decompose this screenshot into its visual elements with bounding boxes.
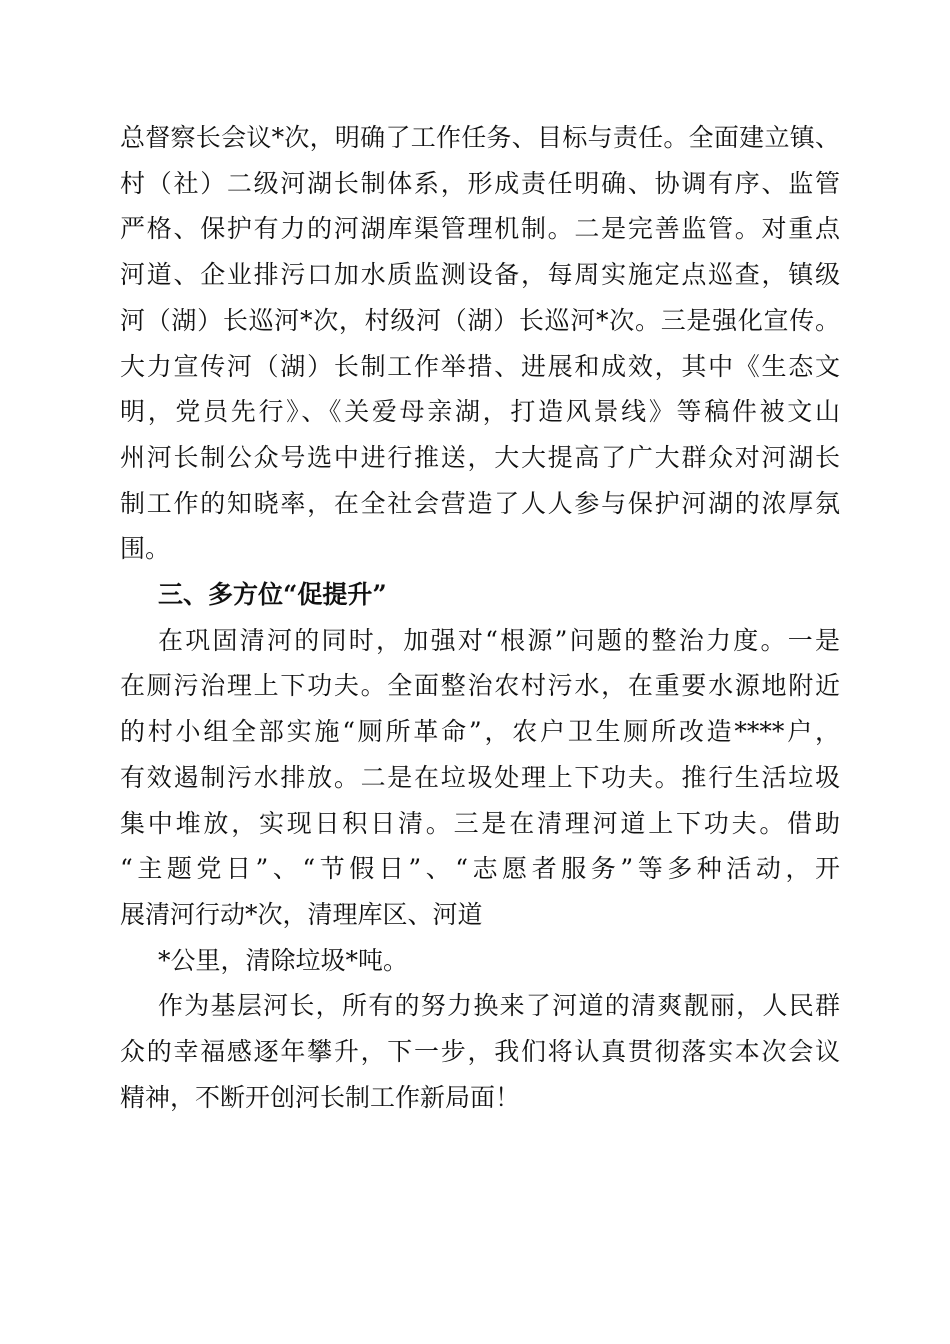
text-line: 精神，不断开创河长制工作新局面！ <box>120 1082 521 1112</box>
text-line: 的村小组全部实施“厕所革命”，农户卫生厕所改造****户， <box>120 717 840 747</box>
text-line: 有效遏制污水排放。二是在垃圾处理上下功夫。推行生活垃圾 <box>120 762 840 792</box>
text-line: 州河长制公众号选中进行推送，大大提高了广大群众对河湖长 <box>120 442 840 472</box>
section-heading: 三、多方位“促提升” <box>158 580 387 609</box>
text-line: 制工作的知晓率，在全社会营造了人人参与保护河湖的浓厚氛 <box>120 488 840 518</box>
text-line: 众的幸福感逐年攀升，下一步，我们将认真贯彻落实本次会议 <box>120 1037 840 1066</box>
text-line: 在巩固清河的同时，加强对“根源”问题的整治力度。一是 <box>158 625 840 655</box>
text-line: 河道、企业排污口加水质监测设备，每周实施定点巡查，镇级 <box>120 260 840 290</box>
text-line: 集中堆放，实现日积日清。三是在清理河道上下功夫。借助 <box>120 808 840 838</box>
text-line: *公里，清除垃圾*吨。 <box>158 945 409 975</box>
text-line: 总督察长会议*次，明确了工作任务、目标与责任。全面建立镇、 <box>120 123 840 152</box>
text-line: 大力宣传河（湖）长制工作举措、进展和成效，其中《生态文 <box>120 351 840 381</box>
text-line: “主题党日”、“节假日”、“志愿者服务”等多种活动，开 <box>120 854 840 884</box>
text-line: 展清河行动*次，清理库区、河道 <box>120 899 483 929</box>
text-line: 村（社）二级河湖长制体系，形成责任明确、协调有序、监管 <box>120 168 840 198</box>
text-line: 作为基层河长，所有的努力换来了河道的清爽靓丽，人民群 <box>158 991 840 1021</box>
text-line: 河（湖）长巡河*次，村级河（湖）长巡河*次。三是强化宣传。 <box>120 305 840 335</box>
text-line: 明，党员先行》、《关爱母亲湖，打造风景线》等稿件被文山 <box>120 397 840 427</box>
text-line: 围。 <box>120 534 171 564</box>
text-line: 在厕污治理上下功夫。全面整治农村污水，在重要水源地附近 <box>120 671 840 701</box>
text-line: 严格、保护有力的河湖库渠管理机制。二是完善监管。对重点 <box>120 214 840 244</box>
